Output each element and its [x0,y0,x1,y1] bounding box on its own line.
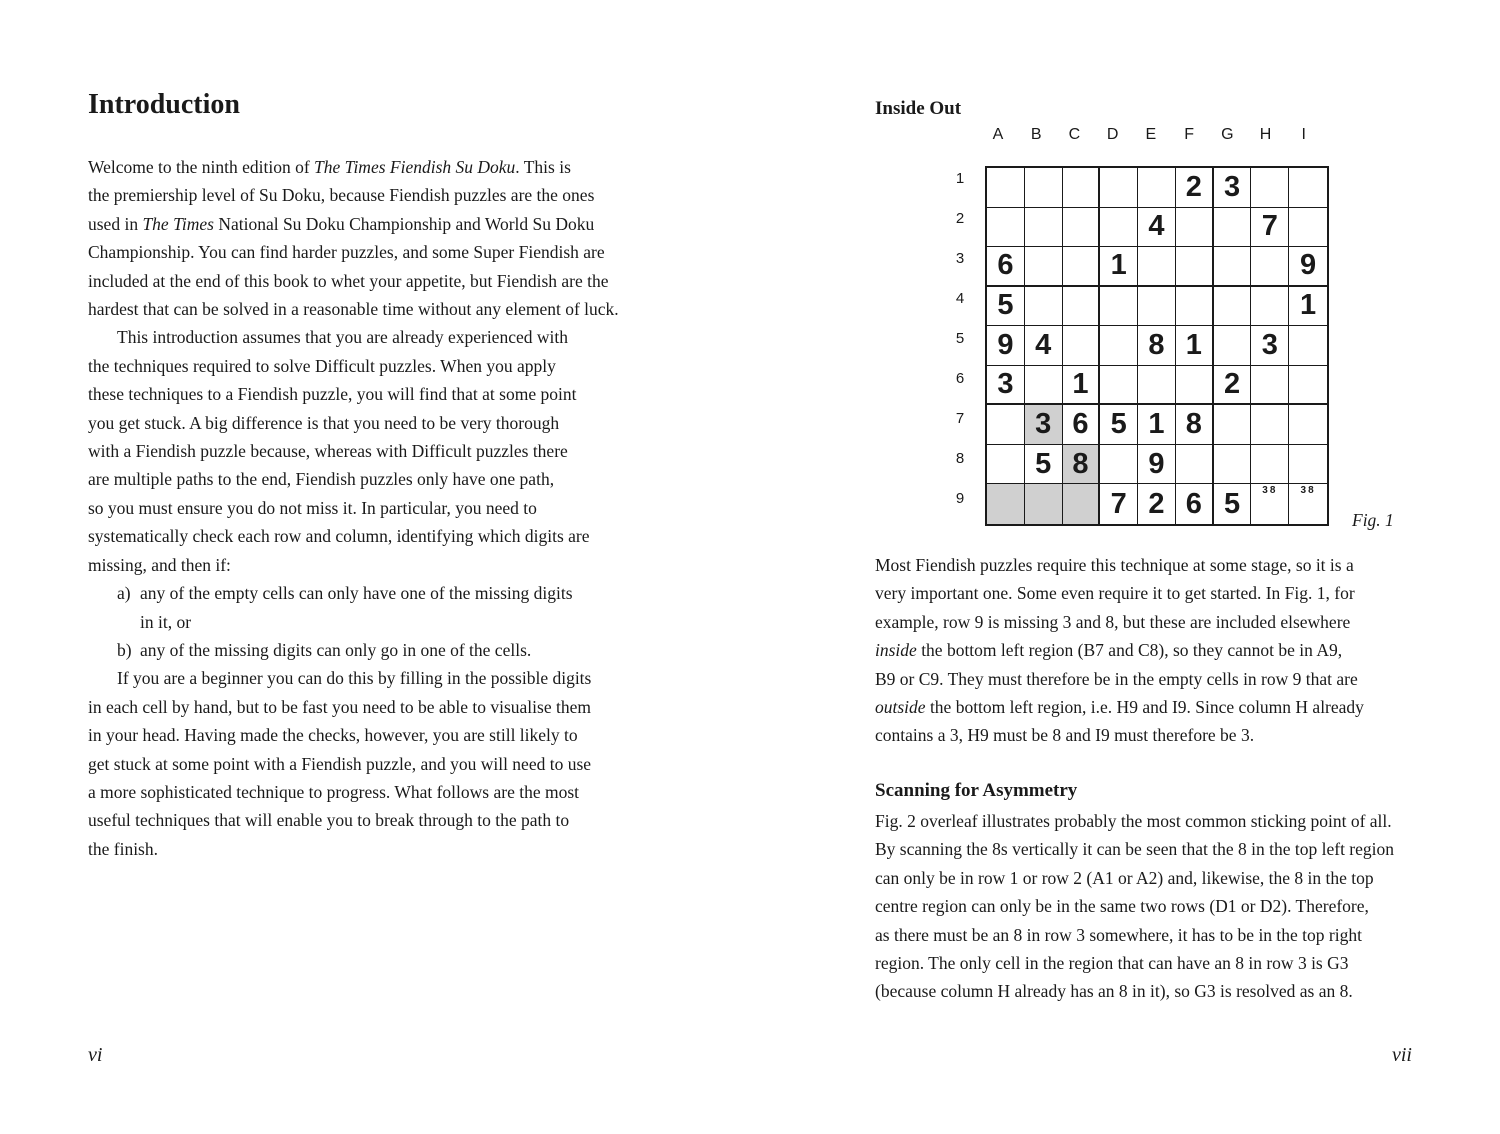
row-label: 8 [955,450,965,467]
text-segment: If you are a beginner you can do this by filling in the possible digits [117,668,592,689]
grid-cell [1138,168,1176,208]
right-folio: vii [1392,1044,1412,1066]
grid-cell [1025,445,1063,485]
cell-candidates: 38 [1300,485,1316,497]
grid-cell [987,208,1025,248]
text-segment: used in [88,213,143,234]
cell-digit: 1 [1148,408,1165,441]
text-line [88,494,619,522]
text-line [875,608,1364,636]
text-line [88,210,619,238]
text-segment: Fig. 2 overleaf illustrates probably the most common sticking point of all. [875,811,1392,831]
row-label: 6 [955,370,965,387]
text-segment: (because column H already has an 8 in it), so G3 is resolved as an 8. [875,981,1353,1002]
text-line [875,807,1394,835]
grid-cell [1289,247,1327,287]
cell-digit: 5 [997,289,1014,322]
text-line [88,664,619,692]
text-line [88,778,619,806]
text-line [875,693,1364,721]
text-segment: get stuck at some point with a Fiendish puzzle, and you will need to use [88,753,592,774]
cell-digit: 1 [1072,368,1089,401]
grid-cell [987,247,1025,287]
grid-cell [1063,208,1101,248]
grid-cell [1138,484,1176,524]
text-segment: any of the missing digits can only go in one of the cells. [140,639,532,660]
grid-cell [1100,326,1138,366]
grid-cell [1063,484,1101,524]
grid-cell [1025,247,1063,287]
grid-cell [1138,287,1176,327]
text-segment: the premiership level of Su Doku, because Fiendish puzzles are the ones [88,185,595,206]
grid-cell [987,405,1025,445]
sudoku-grid [985,166,1329,526]
grid-cell [1063,445,1101,485]
intro-body [88,153,619,863]
row-label: 5 [955,330,965,347]
text-line [875,977,1394,1005]
cell-digit: 1 [1110,249,1127,282]
cell-digit: 5 [1035,447,1052,480]
grid-cell [1025,326,1063,366]
text-segment: a more sophisticated technique to progress. What follows are the most [88,781,580,802]
cell-digit: 7 [1110,487,1127,520]
grid-cell [1138,208,1176,248]
list-item-label: b) [117,639,132,660]
grid-cell [1214,445,1252,485]
left-folio: vi [88,1044,103,1066]
text-segment: these techniques to a Fiendish puzzle, you will find that at some point [88,384,577,405]
text-segment: This introduction assumes that you are already experienced with [117,327,568,348]
cell-digit: 4 [1148,210,1165,243]
text-segment: very important one. Some even require it to get started. In Fig. 1, for [875,583,1355,604]
text-line [88,267,619,295]
text-segment: useful techniques that will enable you to break through to the path to [88,810,570,831]
grid-cell [1025,208,1063,248]
row-label: 7 [955,410,965,427]
text-line [88,295,619,323]
grid-cell [1025,484,1063,524]
grid-cell [1025,366,1063,406]
grid-cell [1176,445,1214,485]
italic-text: inside [875,640,917,661]
cell-digit: 7 [1261,210,1278,243]
text-segment: any of the empty cells can only have one of the missing digits [140,583,573,604]
text-line [875,665,1364,693]
grid-cell [1289,287,1327,327]
grid-cell [1063,405,1101,445]
text-line [88,352,619,380]
grid-cell [1289,326,1327,366]
text-segment: Welcome to the ninth edition of [88,157,315,177]
grid-cell [1289,484,1327,524]
grid-cell [1176,247,1214,287]
grid-cell [1176,405,1214,445]
text-segment: region. The only cell in the region that can have an 8 in row 3 is G3 [875,953,1349,974]
text-segment: Most Fiendish puzzles require this technique at some stage, so it is a [875,555,1354,575]
grid-cell [1025,287,1063,327]
text-line [875,721,1364,749]
text-segment: . This is [515,157,571,177]
text-line [88,693,619,721]
cell-digit: 9 [1148,447,1165,480]
list-item-label: a) [117,583,131,604]
column-label: E [1145,126,1157,143]
text-line [88,551,619,579]
text-line [875,864,1394,892]
grid-cell [1025,168,1063,208]
cell-digit: 2 [1223,368,1241,401]
text-line [88,380,619,408]
text-segment: example, row 9 is missing 3 and 8, but these are included elsewhere [875,611,1351,632]
grid-cell [987,366,1025,406]
cell-digit: 3 [997,368,1014,401]
cell-digit: 1 [1185,328,1202,361]
text-line [875,949,1394,977]
text-line [875,551,1364,579]
cell-digit: 4 [1035,328,1052,361]
grid-cell [1063,326,1101,366]
row-label: 2 [955,210,965,227]
text-segment: the bottom left region, i.e. H9 and I9. Since column H already [925,697,1364,718]
grid-cell [987,168,1025,208]
grid-cell [1063,168,1101,208]
text-segment: Championship. You can find harder puzzles, and some Super Fiendish are [88,242,605,263]
column-label: F [1184,126,1194,143]
text-segment: in it, or [140,611,192,632]
grid-cell [1063,247,1101,287]
text-segment: the bottom left region (B7 and C8), so they cannot be in A9, [916,640,1343,661]
grid-cell [1100,445,1138,485]
text-segment: missing, and then if: [88,554,231,575]
list-item [88,636,619,664]
italic-text: outside [875,697,926,718]
cell-digit: 5 [1110,408,1127,441]
cell-digit: 6 [1185,487,1202,520]
row-label: 3 [955,250,965,267]
grid-cell [1214,484,1252,524]
grid-cell [1176,326,1214,366]
text-line [88,181,619,209]
grid-cell [1100,287,1138,327]
column-label: A [992,126,1004,143]
text-segment: contains a 3, H9 must be 8 and I9 must therefore be 3. [875,725,1255,746]
grid-cell [1214,405,1252,445]
grid-cell [1176,287,1214,327]
text-segment: are multiple paths to the end, Fiendish puzzles only have one path, [88,469,555,490]
column-label: C [1068,126,1081,143]
grid-cell [1251,168,1289,208]
grid-cell [1100,405,1138,445]
text-segment: you get stuck. A big difference is that you need to be very thorough [88,412,560,433]
grid-cell [1214,168,1252,208]
cell-digit: 8 [1072,447,1089,480]
text-line [88,409,619,437]
grid-cell [1063,366,1101,406]
page-title: Introduction [88,89,240,120]
grid-cell [1100,484,1138,524]
grid-cell [1100,208,1138,248]
text-segment: the techniques required to solve Difficult puzzles. When you apply [88,355,556,376]
grid-cell [1100,366,1138,406]
grid-cell [987,287,1025,327]
row-label: 9 [955,490,965,507]
grid-cell [1176,484,1214,524]
text-line [88,437,619,465]
text-line [88,835,619,863]
figure-caption: Fig. 1 [1352,510,1394,530]
grid-cell [1251,287,1289,327]
list-item [88,579,619,607]
grid-cell [1138,405,1176,445]
cell-digit: 6 [997,249,1014,282]
cell-digit: 3 [1035,408,1052,441]
cell-digit: 9 [1300,249,1317,282]
text-segment: in each cell by hand, but to be fast you need to be able to visualise them [88,696,591,717]
grid-cell [1214,247,1252,287]
text-segment: the finish. [88,838,158,859]
grid-cell [1176,168,1214,208]
text-line [875,636,1364,664]
grid-cell [1251,484,1289,524]
text-line [88,608,619,636]
cell-digit: 1 [1300,289,1317,322]
grid-cell [1176,208,1214,248]
grid-cell [1025,405,1063,445]
text-segment: with a Fiendish puzzle because, whereas with Difficult puzzles there [88,441,568,462]
grid-cell [1138,247,1176,287]
cell-digit: 9 [997,328,1014,361]
column-label: D [1106,126,1119,143]
grid-cell [987,484,1025,524]
grid-cell [1289,445,1327,485]
scanning-paragraph [875,807,1394,1006]
grid-cell [1063,287,1101,327]
text-segment: as there must be an 8 in row 3 somewhere, it has to be in the top right [875,924,1362,945]
cell-candidates: 38 [1262,485,1278,497]
text-segment: can only be in row 1 or row 2 (A1 or A2) and, likewise, the 8 in the top [875,867,1374,888]
row-label: 1 [955,170,965,187]
column-label: G [1221,126,1234,143]
grid-cell [1251,405,1289,445]
cell-digit: 5 [1223,487,1241,520]
text-line [875,579,1364,607]
text-line [875,835,1394,863]
section-title-inside-out: Inside Out [875,98,962,119]
text-line [88,465,619,493]
italic-text: The Times [142,213,214,234]
text-segment: hardest that can be solved in a reasonable time without any element of luck. [88,299,619,320]
text-line [88,721,619,749]
text-segment: so you must ensure you do not miss it. In particular, you need to [88,497,537,518]
column-label: I [1301,126,1306,143]
cell-digit: 2 [1185,170,1202,203]
section-title-scanning: Scanning for Asymmetry [875,780,1078,801]
text-segment: B9 or C9. They must therefore be in the empty cells in row 9 that are [875,668,1358,689]
text-line [88,522,619,550]
text-segment: By scanning the 8s vertically it can be seen that the 8 in the top left region [875,839,1395,860]
grid-cell [1251,445,1289,485]
grid-cell [1138,326,1176,366]
text-line [88,323,619,351]
cell-digit: 6 [1072,408,1089,441]
grid-cell [1289,405,1327,445]
grid-cell [1251,326,1289,366]
text-segment: centre region can only be in the same two rows (D1 or D2). Therefore, [875,896,1369,917]
grid-cell [1289,168,1327,208]
italic-text: The Times Fiendish Su Doku [314,157,516,177]
column-label: H [1259,126,1272,143]
grid-cell [1214,287,1252,327]
text-line [88,806,619,834]
cell-digit: 2 [1148,487,1165,520]
grid-cell [1138,366,1176,406]
grid-cell [1251,247,1289,287]
grid-cell [1176,366,1214,406]
row-label: 4 [955,290,965,307]
cell-digit: 3 [1223,170,1241,203]
grid-cell [1289,366,1327,406]
inside-out-paragraph [875,551,1364,750]
grid-cell [1214,326,1252,366]
grid-cell [1214,366,1252,406]
grid-cell [1100,247,1138,287]
text-line [875,921,1394,949]
grid-cell [1100,168,1138,208]
text-line [88,238,619,266]
grid-cell [987,445,1025,485]
text-segment: systematically check each row and column, identifying which digits are [88,526,590,547]
text-segment: in your head. Having made the checks, however, you are still likely to [88,725,578,746]
text-line [88,750,619,778]
grid-cell [1251,366,1289,406]
text-line [875,892,1394,920]
grid-cell [987,326,1025,366]
grid-cell [1138,445,1176,485]
grid-cell [1214,208,1252,248]
grid-cell [1289,208,1327,248]
cell-digit: 8 [1185,408,1202,441]
column-label: B [1030,126,1042,143]
cell-digit: 3 [1261,328,1278,361]
text-segment: included at the end of this book to whet your appetite, but Fiendish are the [88,270,609,291]
grid-cell [1251,208,1289,248]
text-line [88,153,619,181]
cell-digit: 8 [1148,328,1165,361]
text-segment: National Su Doku Championship and World Su Doku [213,213,595,234]
